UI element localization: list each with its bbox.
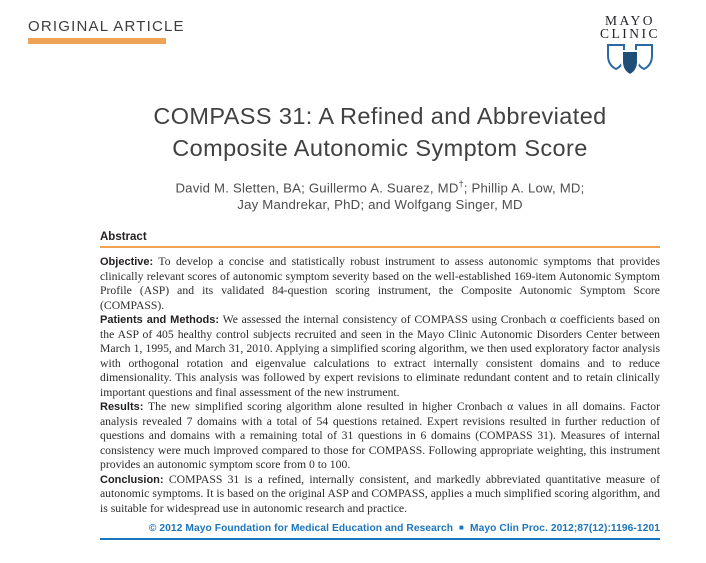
abstract-conclusion-paragraph	[100, 473, 660, 517]
paper-title-line2: Composite Autonomic Symptom Score	[172, 135, 588, 161]
logo-text-mayo: MAYO	[604, 13, 655, 28]
footer-journal-citation: Mayo Clin Proc. 2012;87(12):1196-1201	[469, 523, 660, 535]
article-type-label: ORIGINAL ARTICLE	[28, 18, 185, 35]
footer-copyright: © 2012 Mayo Foundation for Medical Education and Research	[148, 523, 454, 535]
objective-label: Objective:	[100, 256, 154, 269]
author-dagger-footnote: †	[458, 179, 464, 189]
objective-text: To develop a concise and statistically robust instrument to assess autonomic symptoms that provides clinically relevant scores of autonomic symptom severity based on the well-established 169-item Autonomic Symptom Profile (ASP) and its validated 84-question scoring instrument, the Composite Autonomic Symptom Score (COMPASS).	[100, 255, 660, 312]
abstract-divider	[100, 246, 660, 248]
patients-and-methods-label: Patients and Methods:	[100, 314, 220, 327]
conclusion-text: COMPASS 31 is a refined, internally consistent, and markedly abbreviated quantitative measure of autonomic symptoms. It is based on the original ASP and COMPASS, applies a much simplified scoring algorithm, and is suitable for widespread use in autonomic research and practice.	[100, 472, 660, 515]
footer-divider	[100, 538, 660, 540]
abstract-heading: Abstract	[100, 231, 147, 244]
paper-title	[100, 100, 660, 164]
paper-title-line1: COMPASS 31: A Refined and Abbreviated	[153, 103, 607, 129]
results-label: Results:	[100, 401, 144, 414]
page-footer	[100, 523, 660, 540]
logo-text-clinic: CLINIC	[600, 26, 660, 41]
authors-line1: David M. Sletten, BA; Guillermo A. Suarez, MD	[175, 180, 459, 196]
abstract-methods-paragraph	[100, 313, 660, 400]
title-block	[100, 100, 660, 213]
abstract-section	[100, 231, 660, 516]
author-list	[100, 176, 660, 213]
abstract-objective-paragraph	[100, 255, 660, 313]
page-header	[0, 0, 706, 92]
article-type-banner	[28, 18, 185, 44]
abstract-results-paragraph	[100, 400, 660, 473]
square-bullet-icon: ■	[459, 523, 464, 533]
authors-line2: Jay Mandrekar, PhD; and Wolfgang Singer, MD	[237, 197, 523, 213]
patients-and-methods-text: We assessed the internal consistency of COMPASS using Cronbach α coefficients based on the ASP of 405 healthy control subjects recruited and seen in the Mayo Clinic Autonomic Disorders Center between March 1, 1995, and March 31, 2010. Applying a simplified scoring algorithm, we then used exploratory factor analysis with orthogonal rotation and eigenvalue calculations to extract internally consistent domains and to reduce dimensionality. This analysis was followed by expert revisions to eliminate redundant content and to retain clinically important questions and final assessment of the new instrument.	[100, 313, 660, 399]
mayo-triple-shield-icon	[582, 43, 678, 84]
mayo-clinic-logo	[582, 14, 678, 84]
results-text: The new simplified scoring algorithm alone resulted in higher Cronbach α values in all domains. Factor analysis revealed 7 domains with a total of 54 questions retained. Expert revisions resulted in further reduction of questions and domains with a remaining total of 31 questions in 6 domains (COMPASS 31). Measures of internal consistency were much improved compared to those for COMPASS. Following appropriate weighting, this instrument provides an autonomic symptom score from 0 to 100.	[100, 400, 660, 472]
article-type-underline	[28, 38, 166, 44]
conclusion-label: Conclusion:	[100, 473, 164, 486]
footer-citation-line	[100, 523, 660, 534]
authors-line1-cont: ; Phillip A. Low, MD;	[463, 180, 585, 196]
